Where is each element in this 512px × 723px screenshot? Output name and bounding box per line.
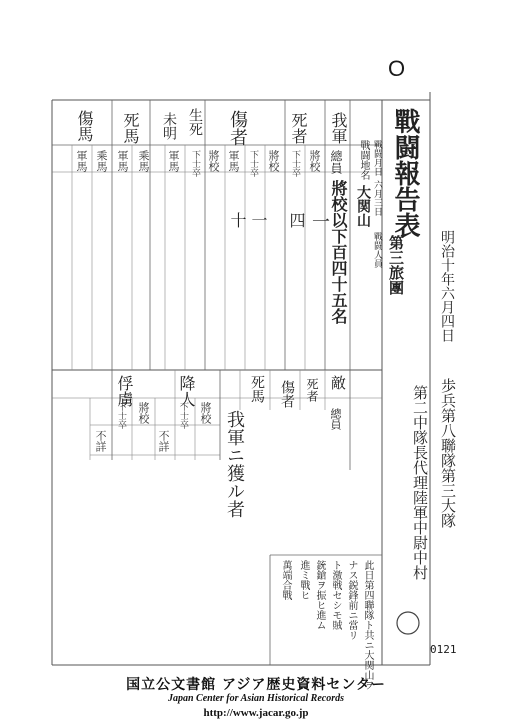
sub-low-unknown-1: 不詳	[157, 430, 170, 452]
sub-officer-1: 將校	[308, 150, 321, 172]
corner-mark: O	[388, 56, 406, 81]
page-number: 0121	[430, 643, 457, 656]
sub-nco-3: 下士卒	[190, 150, 200, 177]
header-captured: 俘虜	[115, 375, 134, 407]
sub-officer-2: 將校	[267, 150, 280, 172]
header-unknown: 未明	[161, 112, 177, 140]
header-enemy-dead: 死者	[305, 378, 319, 402]
commander-line-2: 第二中隊長代理陸軍中尉中村	[411, 385, 429, 580]
remark-line-4: 銃鎗ヲ振ヒ進ム	[314, 560, 325, 630]
document-title: 戰闘報告表	[390, 108, 420, 238]
remark-line-2: ナス鋭鋒前ニ當リ	[346, 560, 357, 640]
header-dead: 死者	[289, 112, 308, 144]
entry-dead-officer: 四	[287, 212, 306, 228]
remark-line-3: ト激戦セシモ賊	[330, 560, 341, 630]
sub-military-horse-2: 軍馬	[167, 150, 180, 172]
remark-line-5: 進ミ戰ヒ	[298, 560, 309, 600]
entry-captured-note: 我軍ニ獲ル者	[224, 410, 245, 518]
entry-strength: 將校以下百四十五名	[329, 180, 348, 324]
seal-stamp	[397, 612, 419, 634]
header-enemy-wounded: 傷者	[279, 380, 295, 408]
field-place-value: 大関山	[355, 185, 371, 227]
sub-officer-3: 將校	[207, 150, 220, 172]
sub-low-officer-2: 將校	[137, 402, 150, 424]
remark-line-1: 此日第四聯隊ト共ニ大関山ヲ	[362, 560, 373, 690]
footer-archive-name: 国立公文書館 アジア歴史資料センター	[126, 677, 386, 693]
sub-low-nco-2: 下士卒	[116, 402, 126, 429]
field-date-label: 戰闘月日	[372, 140, 382, 176]
sub-military-horse-3: 軍馬	[116, 150, 129, 172]
sub-nco-2: 下士卒	[248, 150, 258, 177]
field-place-label: 戰闘地名	[358, 140, 369, 180]
header-dead-horse: 死馬	[121, 112, 140, 144]
header-surrender: 降人	[177, 375, 196, 407]
field-date-value: 六月三日	[372, 180, 382, 216]
sub-low-unknown-2: 不詳	[94, 430, 107, 452]
sub-military-horse-4: 軍馬	[75, 150, 88, 172]
sub-nco-1: 下士卒	[290, 150, 300, 177]
commander-line: 歩兵第八聯隊第三大隊	[439, 378, 457, 528]
header-wounded-horse: 傷馬	[75, 110, 94, 142]
footer-url[interactable]: http://www.jacar.go.jp	[203, 707, 309, 719]
unit-name: 第三旅團	[387, 235, 405, 295]
header-enemy-total: 總員	[329, 408, 342, 430]
header-wounded: 傷者	[227, 110, 248, 146]
sub-pack-horse-1: 乘馬	[137, 150, 150, 172]
entry-wounded-officer: 一	[249, 212, 268, 228]
header-alive-dead: 生死	[187, 108, 203, 136]
sub-low-officer-1: 將校	[199, 402, 212, 424]
footer-archive-name-en: Japan Center for Asian Historical Records	[167, 693, 345, 704]
entry-wounded-nco: 十	[228, 212, 247, 228]
header-enemy-dead-horse: 死馬	[249, 375, 265, 403]
sub-low-nco-1: 下士卒	[178, 402, 188, 429]
field-force-label: 戰闘人員	[372, 232, 382, 268]
header-enemy: 敵	[329, 375, 347, 390]
sub-military-horse-1: 軍馬	[227, 150, 240, 172]
report-date: 明治十年六月四日	[439, 230, 455, 342]
entry-dead-nco: 一	[309, 212, 330, 230]
sub-pack-horse-2: 乘馬	[95, 150, 108, 172]
remark-line-6: 萬端合戰	[280, 560, 291, 600]
header-total-staff: 總員	[329, 150, 343, 174]
header-our-army: 我軍	[329, 112, 348, 144]
